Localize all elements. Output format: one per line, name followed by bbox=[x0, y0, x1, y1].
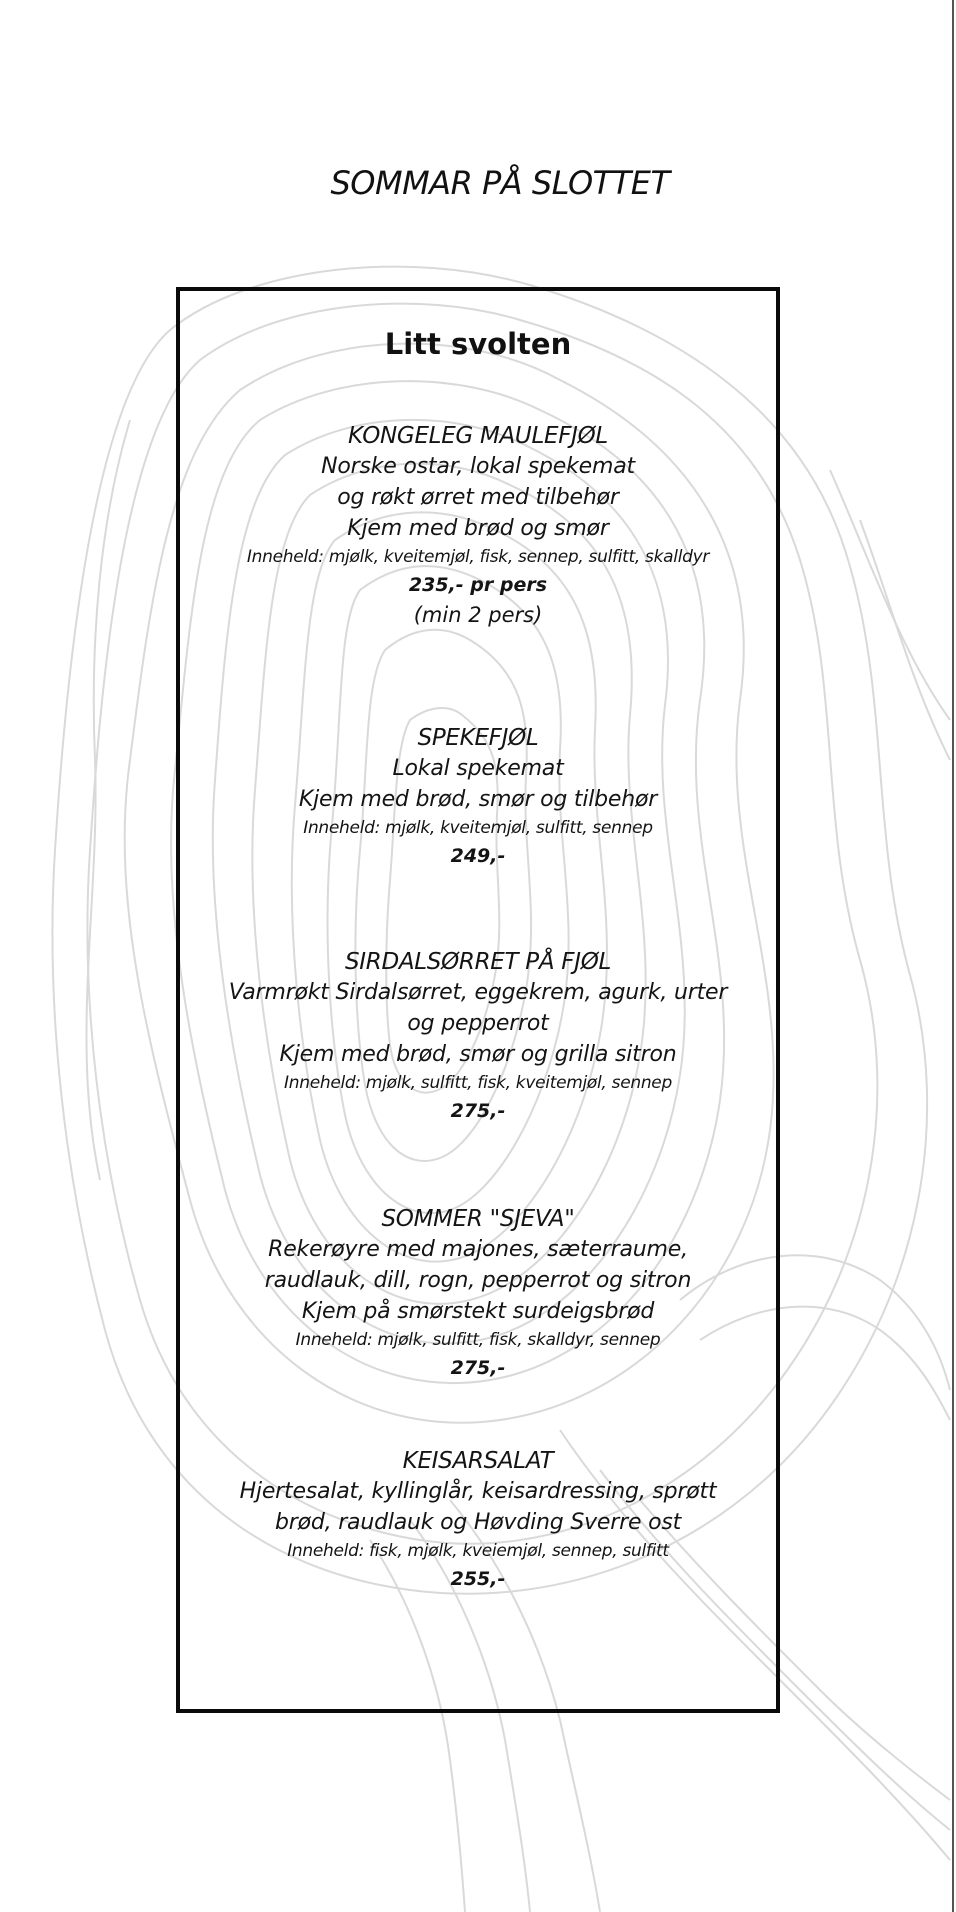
item-description-line: Kjem med brød, smør og tilbehør bbox=[298, 787, 658, 812]
item-description-line: Kjem med brød og smør bbox=[347, 516, 609, 541]
item-price: 275,- bbox=[450, 1357, 506, 1379]
item-description-line: Rekerøyre med majones, sæterraume, bbox=[268, 1237, 688, 1262]
item-price: 249,- bbox=[450, 845, 506, 867]
item-description-line: Norske ostar, lokal spekemat bbox=[321, 454, 635, 479]
item-name: KONGELEG MAULEFJØL bbox=[348, 423, 608, 449]
item-name: SIRDALSØRRET PÅ FJØL bbox=[344, 949, 612, 975]
item-name: KEISARSALAT bbox=[402, 1448, 554, 1474]
item-price: 255,- bbox=[450, 1568, 506, 1590]
item-description-line: Varmrøkt Sirdalsørret, eggekrem, agurk, urter bbox=[228, 980, 728, 1005]
section-title: Litt svolten bbox=[384, 327, 572, 361]
menu-item-keisarsalat bbox=[180, 1446, 776, 1594]
menu-item-sirdalsorret-pa-fjol bbox=[180, 947, 776, 1126]
menu-box bbox=[176, 287, 780, 1713]
menu-item-sommer-sjeva bbox=[180, 1204, 776, 1383]
item-note: (min 2 pers) bbox=[413, 603, 543, 627]
page-title: SOMMAR PÅ SLOTTET bbox=[330, 164, 670, 202]
item-description-line: og pepperrot bbox=[407, 1011, 549, 1036]
item-name: SOMMER "SJEVA" bbox=[381, 1206, 575, 1232]
item-name: SPEKEFJØL bbox=[417, 725, 539, 751]
item-description-line: og røkt ørret med tilbehør bbox=[337, 485, 619, 510]
item-price: 235,- pr pers bbox=[408, 574, 548, 596]
page-right-edge-line bbox=[952, 0, 954, 1912]
menu-item-spekefjol bbox=[180, 723, 776, 871]
item-allergens: Inneheld: mjølk, sulfitt, fisk, kveitemjøl, sennep bbox=[284, 1073, 672, 1093]
item-description-line: Lokal spekemat bbox=[392, 756, 564, 781]
menu-item-kongeleg-maulefjol bbox=[180, 421, 776, 631]
item-allergens: Inneheld: fisk, mjølk, kveiemjøl, sennep, sulfitt bbox=[287, 1541, 669, 1561]
item-allergens: Inneheld: mjølk, sulfitt, fisk, skalldyr, sennep bbox=[295, 1330, 661, 1350]
item-description-line: Kjem på smørstekt surdeigsbrød bbox=[301, 1299, 655, 1324]
item-description-line: Kjem med brød, smør og grilla sitron bbox=[279, 1042, 677, 1067]
item-allergens: Inneheld: mjølk, kveitemjøl, sulfitt, sennep bbox=[303, 818, 653, 838]
item-description-line: Hjertesalat, kyllinglår, keisardressing, sprøtt bbox=[239, 1479, 717, 1504]
item-description-line: brød, raudlauk og Høvding Sverre ost bbox=[274, 1510, 682, 1535]
item-price: 275,- bbox=[450, 1100, 506, 1122]
item-description-line: raudlauk, dill, rogn, pepperrot og sitron bbox=[264, 1268, 692, 1293]
item-allergens: Inneheld: mjølk, kveitemjøl, fisk, sennep, sulfitt, skalldyr bbox=[246, 547, 710, 567]
